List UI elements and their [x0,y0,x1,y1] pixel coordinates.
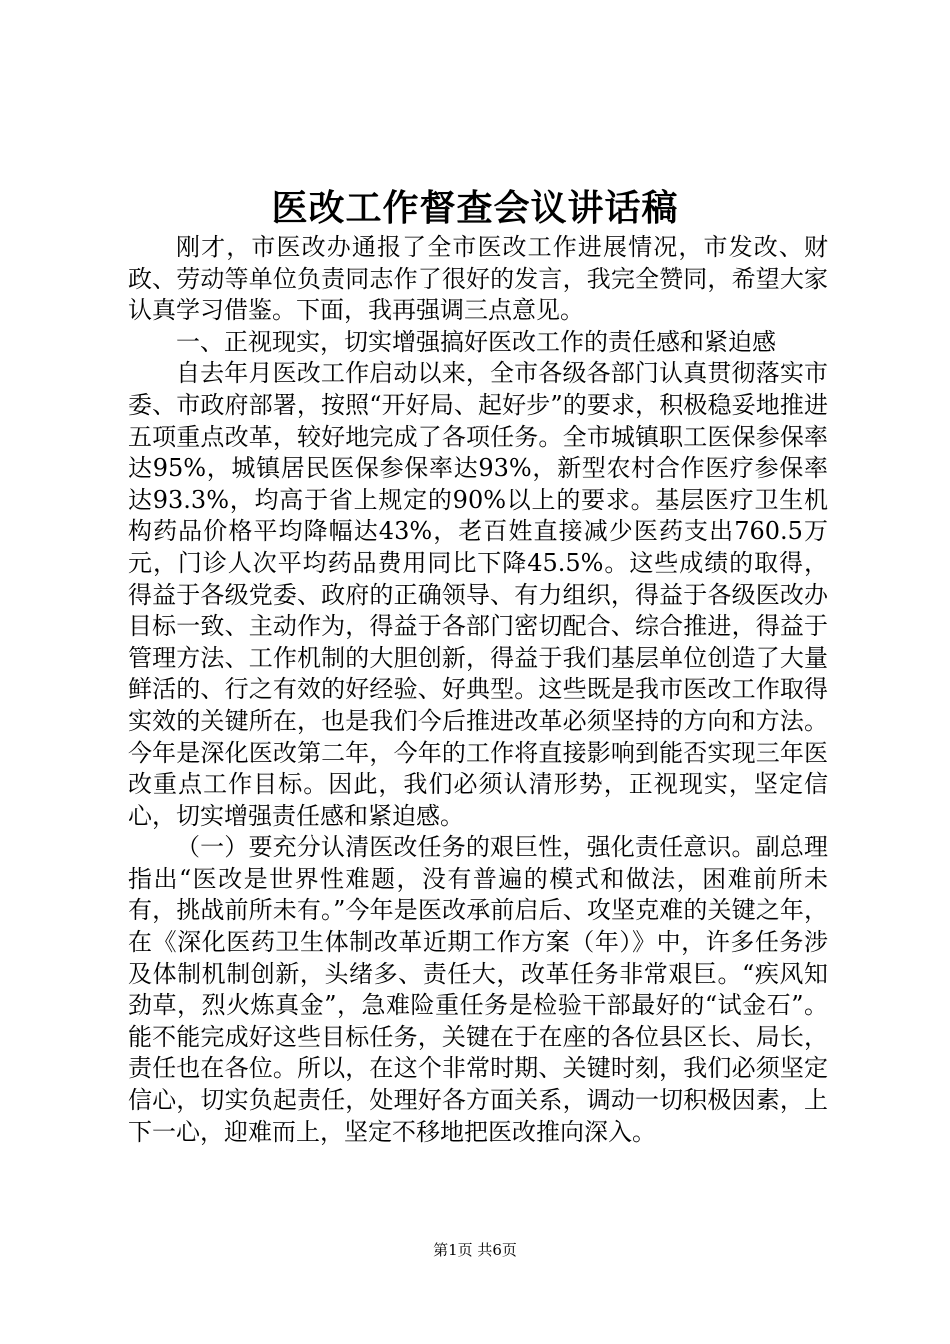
page-footer: 第1页 共6页 [433,1241,517,1259]
paragraph-achievements: 自去年月医改工作启动以来，全市各级各部门认真贯彻落实市委、市政府部署，按照“开好局、起好步”的要求，积极稳妥地推进五项重点改革，较好地完成了各项任务。全市城镇职工医保参保率达95%，城镇居民医保参保率达93%，新型农村合作医疗参保率达93.3%，均高于省上规定的90%以上的要求。基层医疗卫生机构药品价格平均降幅达43%，老百姓直接减少医药支出760.5万元，门诊人次平均药品费用同比下降45.5%。这些成绩的取得，得益于各级党委、政府的正确领导、有力组织，得益于各级医改办目标一致、主动作为，得益于各部门密切配合、综合推进，得益于管理方法、工作机制的大胆创新，得益于我们基层单位创造了大量鲜活的、行之有效的好经验、好典型。这些既是我市医改工作取得实效的关键所在，也是我们今后推进改革必须坚持的方向和方法。今年是深化医改第二年，今年的工作将直接影响到能否实现三年医改重点工作目标。因此，我们必须认清形势，正视现实，坚定信心，切实增强责任感和紧迫感。 [128,359,828,830]
document-title: 医改工作督查会议讲话稿 [271,187,679,229]
section-heading-1: 一、正视现实，切实增强搞好医改工作的责任感和紧迫感 [176,327,776,356]
document-body [128,232,828,1148]
paragraph-intro: 刚才，市医改办通报了全市医改工作进展情况，市发改、财政、劳动等单位负责同志作了很好的发言，我完全赞同，希望大家认真学习借鉴。下面，我再强调三点意见。 [128,233,828,325]
paragraph-subsection-1: （一）要充分认清医改任务的艰巨性，强化责任意识。副总理指出“医改是世界性难题，没有普遍的模式和做法，困难前所未有，挑战前所未有。”今年是医改承前启后、攻坚克难的关键之年，在《深化医药卫生体制改革近期工作方案（年）》中，许多任务涉及体制机制创新，头绪多、责任大，改革任务非常艰巨。“疾风知劲草，烈火炼真金”，急难险重任务是检验干部最好的“试金石”。能不能完成好这些目标任务，关键在于在座的各位县区长、局长，责任也在各位。所以，在这个非常时期、关键时刻，我们必须坚定信心，切实负起责任，处理好各方面关系，调动一切积极因素，上下一心，迎难而上，坚定不移地把医改推向深入。 [128,833,828,1146]
